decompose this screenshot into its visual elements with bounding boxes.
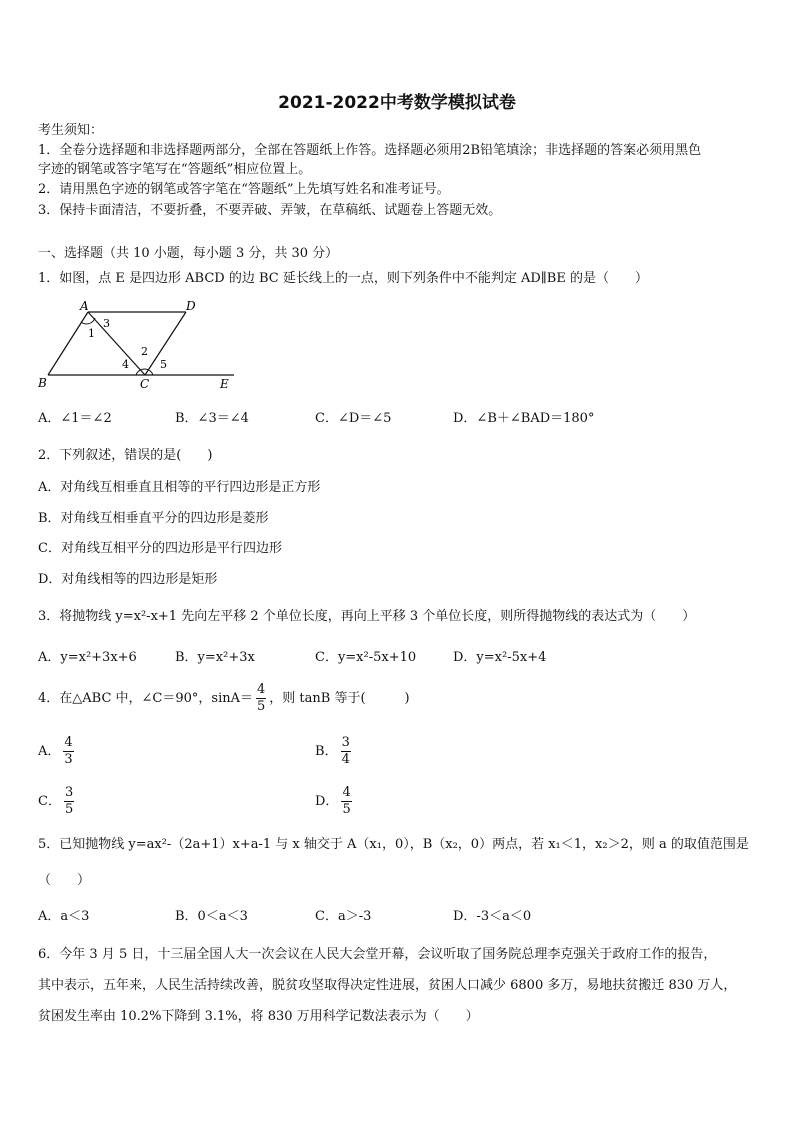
question-5-option-b: B．0＜a＜3 [175, 909, 248, 924]
question-5-option-c: C．a＞-3 [315, 909, 372, 924]
option-label: B． [315, 744, 338, 759]
question-5-option-d: D．-3＜a＜0 [453, 909, 532, 924]
question-1-option-c: C．∠D＝∠5 [315, 411, 392, 426]
fraction-numerator: 3 [64, 785, 74, 800]
option-label: C． [38, 794, 61, 809]
question-2-option-b: B．对角线互相垂直平分的四边形是菱形 [38, 511, 269, 526]
question-1-option-d: D．∠B＋∠BAD＝180° [453, 411, 595, 426]
question-1-option-a: A．∠1＝∠2 [38, 411, 112, 426]
question-3-option-d: D．y=x²-5x+4 [453, 650, 547, 665]
fraction-numerator: 3 [341, 735, 350, 750]
question-4-stem-tail: ，则 tanB 等于( ) [269, 691, 410, 706]
question-2-option-d: D．对角线相等的四边形是矩形 [38, 572, 218, 587]
fraction-denominator: 5 [342, 802, 351, 817]
question-2-option-c: C．对角线互相平分的四边形是平行四边形 [38, 541, 282, 556]
option-fraction [64, 785, 74, 818]
question-2-stem: 2．下列叙述，错误的是( ) [38, 448, 213, 463]
question-4-option-c [38, 785, 77, 819]
question-1-stem: 1．如图，点 E 是四边形 ABCD 的边 BC 延长线上的一点，则下列条件中不能判定 AD∥BE 的是（ ） [38, 271, 648, 286]
notice-heading: 考生须知： [38, 123, 104, 138]
option-fraction [341, 785, 351, 818]
question-2-option-a: A．对角线互相垂直且相等的平行四边形是正方形 [38, 480, 321, 495]
fraction-denominator: 3 [64, 752, 73, 767]
vertex-label-c: C [140, 377, 150, 391]
vertex-label-d: D [186, 299, 196, 313]
angle-label-5: 5 [160, 358, 167, 371]
angle-label-3: 3 [103, 317, 110, 330]
question-4-option-b [315, 735, 354, 769]
angle-label-2: 2 [141, 345, 148, 358]
question-4-stem-text: 4．在△ABC 中，∠C＝90°，sinA＝ [38, 691, 254, 706]
question-3-option-c: C．y=x²-5x+10 [315, 650, 417, 665]
angle-label-1: 1 [88, 327, 95, 340]
angle-label-4: 4 [122, 358, 129, 371]
notice-item: 2．请用黑色字迹的钢笔或答字笔在“答题纸”上先填写姓名和准考证号。 [38, 182, 450, 197]
question-3-option-a: A．y=x²+3x+6 [38, 650, 137, 665]
section-heading: 一、选择题（共 10 小题，每小题 3 分，共 30 分） [38, 246, 339, 261]
question-5-option-a: A．a＜3 [38, 909, 90, 924]
question-3-option-b: B．y=x²+3x [175, 650, 255, 665]
fraction-denominator: 5 [64, 802, 74, 817]
fraction-numerator: 4 [64, 735, 73, 750]
option-fraction [63, 735, 73, 768]
page-title: 2021-2022中考数学模拟试卷 [278, 93, 516, 113]
question-6-line: 6．今年 3 月 5 日，十三届全国人大一次会议在人民大会堂开幕，会议听取了国务院总理李克强关于政府工作的报告， [38, 947, 717, 962]
question-4-option-a [38, 735, 77, 769]
option-fraction [341, 735, 351, 768]
fraction-numerator: 4 [257, 682, 266, 697]
fraction-numerator: 4 [342, 785, 351, 800]
question-5-stem: 5．已知抛物线 y=ax²-（2a+1）x+a-1 与 x 轴交于 A（x₁，0），B（x₂，0）两点，若 x₁＜1，x₂＞2，则 a 的取值范围是 [38, 837, 749, 852]
question-4-fraction [256, 682, 266, 715]
question-1-option-b: B．∠3＝∠4 [175, 411, 249, 426]
question-1-figure [36, 296, 246, 392]
question-3-stem: 3．将抛物线 y=x²-x+1 先向左平移 2 个单位长度，再向上平移 3 个单位长度，则所得抛物线的表达式为（ ） [38, 609, 696, 624]
notice-item: 3．保持卡面清洁，不要折叠，不要弄破、弄皱，在草稿纸、试题卷上答题无效。 [38, 203, 502, 218]
notice-item: 字迹的钢笔或答字笔写在“答题纸”相应位置上。 [38, 162, 312, 177]
question-6-line: 其中表示，五年来，人民生活持续改善，脱贫攻坚取得决定性进展，贫困人口减少 6800 多万，易地扶贫搬迁 830 万人， [38, 978, 737, 993]
question-4-option-d [315, 785, 355, 819]
question-4-stem [38, 682, 410, 716]
vertex-label-b: B [38, 376, 47, 390]
question-6-line: 贫困发生率由 10.2%下降到 3.1%，将 830 万用科学记数法表示为（ ） [38, 1009, 479, 1024]
vertex-label-a: A [80, 299, 89, 313]
notice-item: 1．全卷分选择题和非选择题两部分，全部在答题纸上作答。选择题必须用2B铅笔填涂；非选择题的答案必须用黑色 [38, 143, 702, 158]
fraction-denominator: 5 [257, 699, 266, 714]
fraction-denominator: 4 [341, 752, 350, 767]
question-5-stem-tail: （ ） [38, 873, 91, 888]
option-label: D． [315, 794, 339, 809]
option-label: A． [38, 744, 61, 759]
vertex-label-e: E [220, 377, 229, 391]
